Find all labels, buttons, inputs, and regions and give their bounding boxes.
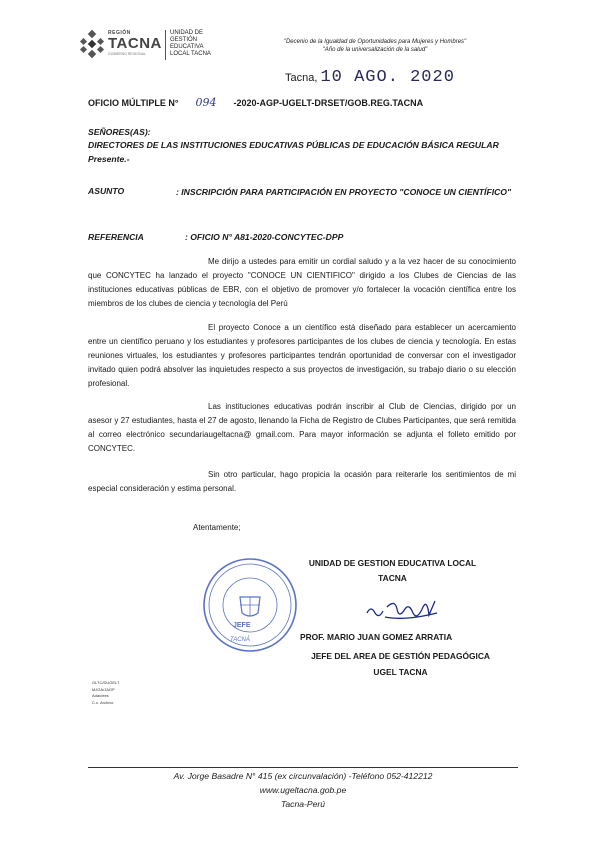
document-date xyxy=(285,68,455,87)
presente: Presente.- xyxy=(88,154,130,164)
logo-divider xyxy=(165,30,166,60)
footer xyxy=(88,769,518,811)
logo-tagline: GOBIERNO REGIONAL xyxy=(108,52,146,56)
unit-name: UNIDAD DE GESTIÓN EDUCATIVA LOCAL TACNA xyxy=(170,30,211,57)
footer-city: Tacna-Perú xyxy=(280,799,326,809)
body-paragraph: Las instituciones educativas podrán inscribir al Club de Ciencias, dirigido por un asesor y 27 estudiantes, hasta el 27 de agosto, llenando la Ficha de Registro de Clubes Participantes, que será remitida al correo electrónico secundariaugeltacna@ gmail.com. Para mayor información se adjunta el folleto emitido por CONCYTEC. xyxy=(88,402,516,453)
body-paragraph: Sin otro particular, hago propicia la ocasión para reiterarle los sentimientos de mi especial consideración y estima personal. xyxy=(88,470,516,493)
reference-label: REFERENCIA xyxy=(88,232,144,242)
official-seal-icon xyxy=(200,555,300,655)
date-city: Tacna, xyxy=(285,72,318,84)
closing: Atentamente; xyxy=(193,523,241,532)
seal-city: TACNÁ xyxy=(230,637,250,643)
footer-website: www.ugeltacna.gob.pe xyxy=(259,785,347,795)
seal-jefe: JEFE xyxy=(233,622,251,629)
oficio-header: OFICIO MÚLTIPLE N° 094 -2020-AGP-UGELT-DRSET/GOB.REG.TACNA xyxy=(88,96,424,109)
subject-label: ASUNTO xyxy=(88,186,125,196)
logo-region-label: REGIÓN xyxy=(108,30,131,36)
footer-divider xyxy=(88,767,518,768)
signing-organization: UNIDAD DE GESTION EDUCATIVA LOCAL TACNA xyxy=(308,558,477,583)
oficio-number: 094 xyxy=(195,96,217,109)
signatory-name: PROF. MARIO JUAN GOMEZ ARRATIA xyxy=(300,632,453,642)
subject-value: : INSCRIPCIÓN PARA PARTICIPACIÓN EN PROYECTO "CONOCE UN CIENTÍFICO" xyxy=(176,187,512,197)
ugel-logo-icon xyxy=(78,30,106,58)
handwritten-signature-icon xyxy=(365,595,445,625)
addressee-label: SEÑORES(AS): xyxy=(88,127,151,137)
decenio-motto: "Decenio de la Igualdad de Oportunidades para Mujeres y Hombres" "Año de la universalización de la salud" xyxy=(283,39,467,53)
reference-initials: GLTC/DUGELT MJGA/JAGP Adac/ees C.c. Archivo xyxy=(92,680,120,705)
addressee: DIRECTORES DE LAS INSTITUCIONES EDUCATIVAS PÚBLICAS DE EDUCACIÓN BÁSICA REGULAR xyxy=(88,140,499,150)
reference-value: : OFICIO N° A81-2020-CONCYTEC-DPP xyxy=(185,232,344,242)
signatory-title: JEFE DEL AREA DE GESTIÓN PEDAGÓGICA UGEL TACNA xyxy=(311,651,490,677)
logo-name: TACNA xyxy=(108,35,162,52)
footer-address: Av. Jorge Basadre N° 415 (ex circunvalación) -Teléfono 052-412212 xyxy=(173,771,433,781)
body-paragraph: Me dirijo a ustedes para emitir un cordial saludo y a la vez hacer de su conocimiento que CONCYTEC ha lanzado el proyecto "CONOCE UN CIENTIFICO" dirigido a los Clubes de Ciencias de las instituciones educativas públicas de EBR, con el objetivo de promover y/o fortalecer la vocación científica entre los miembros de los clubes de ciencia y tecnología del Perú xyxy=(88,257,516,308)
date-stamp: 10 AGO. 2020 xyxy=(320,68,455,87)
body-paragraph: El proyecto Conoce a un científico está diseñado para establecer un acercamiento entre un científico peruano y los estudiantes y profesores participantes de los clubes de ciencia y tecnología. En estas reuniones virtuales, los estudiantes y profesores participantes tendrán oportunidad de conversar con el investigador invitado quien podrá absolver las inquietudes respecto a sus proyectos de investigación, su trabajo diario o su elección profesional. xyxy=(88,323,516,388)
